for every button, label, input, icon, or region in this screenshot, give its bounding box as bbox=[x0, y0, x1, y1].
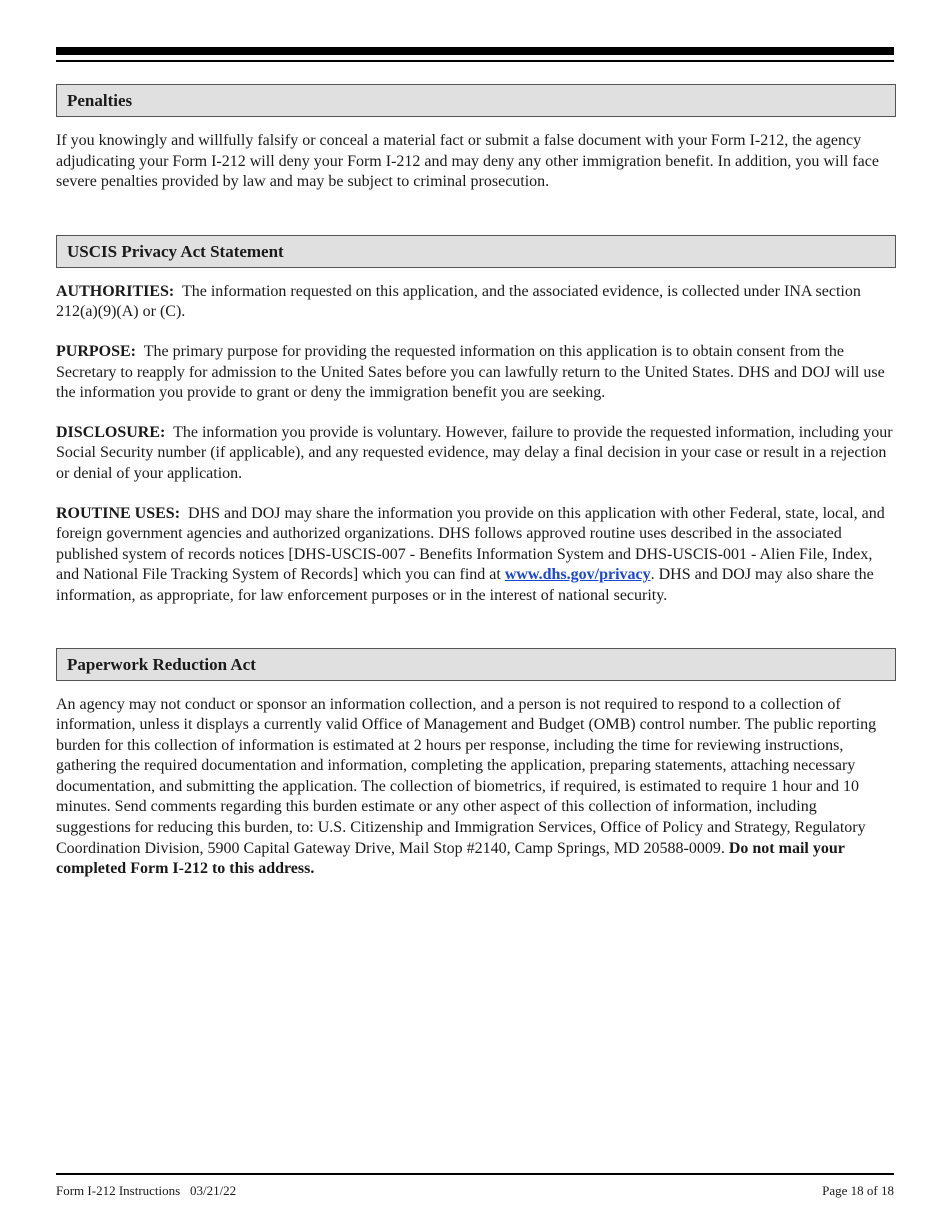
disclosure-label: DISCLOSURE: bbox=[56, 423, 166, 441]
routine-uses-text-after-link: . DHS and DOJ may also share the information, as appropriate, for law enforcement purposes or in the interest of national security. bbox=[56, 566, 874, 604]
paperwork-paragraph bbox=[56, 695, 894, 880]
routine-uses-paragraph bbox=[56, 504, 894, 607]
routine-uses-label: ROUTINE USES: bbox=[56, 504, 181, 522]
footer-rule bbox=[56, 1173, 894, 1175]
routine-uses-text-before-link: DHS and DOJ may share the information you provide on this application with other Federal, state, local, and foreign government agencies and authorized organizations. DHS follows approved routine uses described in the associated published system of records notices [DHS-USCIS-007 - Benefits Information System and DHS-USCIS-001 - Alien File, Index, and National File Tracking System of Records] which you can find at bbox=[56, 504, 885, 584]
purpose-label: PURPOSE: bbox=[56, 342, 136, 360]
dhs-privacy-link[interactable]: www.dhs.gov/privacy bbox=[504, 566, 651, 584]
disclosure-text: The information you provide is voluntary. However, failure to provide the requested information, including your Social Security number (if applicable), and any requested evidence, may delay a final decision in your case or result in a rejection or denial of your application. bbox=[56, 423, 893, 482]
privacy-act-heading: USCIS Privacy Act Statement bbox=[56, 235, 896, 268]
top-thin-rule bbox=[56, 60, 894, 62]
paperwork-closing-note: Do not mail your completed Form I-212 to this address. bbox=[56, 839, 845, 878]
authorities-paragraph bbox=[56, 282, 894, 323]
authorities-text: The information requested on this application, and the associated evidence, is collected under INA section 212(a)(9)(A) or (C). bbox=[56, 282, 861, 321]
top-thick-rule bbox=[56, 47, 894, 55]
footer-page-number: Page 18 of 18 bbox=[822, 1183, 894, 1198]
footer-form-id: Form I-212 Instructions 03/21/22 bbox=[56, 1183, 237, 1198]
disclosure-paragraph bbox=[56, 423, 894, 485]
paperwork-text: An agency may not conduct or sponsor an information collection, and a person is not required to respond to a collection of information, unless it displays a currently valid Office of Management and Budget (OMB) control number. The public reporting burden for this collection of information is estimated at 2 hours per response, including the time for reviewing instructions, gathering the required documentation and information, completing the application, preparing statements, attaching necessary documentation, and submitting the application. The collection of biometrics, if required, is estimated to require 1 hour and 10 minutes. Send comments regarding this burden estimate or any other aspect of this collection of information, including suggestions for reducing this burden, to: U.S. Citizenship and Immigration Services, Office of Policy and Strategy, Regulatory Coordination Division, 5900 Capital Gateway Drive, Mail Stop #2140, Camp Springs, MD 20588-0009. bbox=[56, 695, 877, 857]
purpose-text: The primary purpose for providing the requested information on this application is to obtain consent from the Secretary to reapply for admission to the United Sates before you can lawfully return to the United States. DHS and DOJ will use the information you provide to grant or deny the immigration benefit you are seeking. bbox=[56, 342, 885, 402]
document-page bbox=[56, 0, 894, 1230]
penalties-paragraph: If you knowingly and willfully falsify or conceal a material fact or submit a false document with your Form I-212, the agency adjudicating your Form I-212 will deny your Form I-212 and may deny any other immigration benefit. In addition, you will face severe penalties provided by law and may be subject to criminal prosecution. bbox=[56, 132, 879, 191]
authorities-label: AUTHORITIES: bbox=[56, 282, 175, 300]
paperwork-reduction-heading: Paperwork Reduction Act bbox=[56, 648, 896, 681]
purpose-paragraph bbox=[56, 342, 894, 404]
page-content bbox=[56, 84, 894, 899]
penalties-heading: Penalties bbox=[56, 84, 896, 117]
